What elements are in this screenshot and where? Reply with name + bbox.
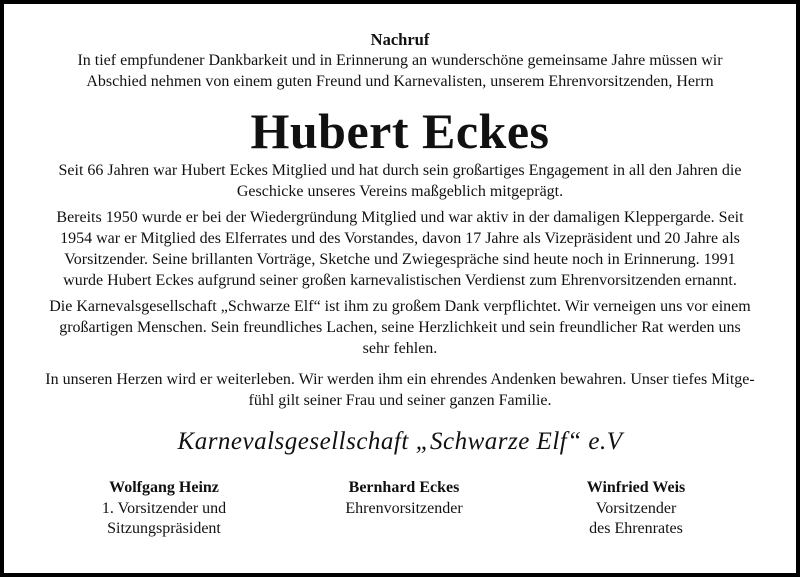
text-line: großartigen Menschen. Sein freundliches Lachen, seine Herzlichkeit und sein freundlicher Rat werden uns: [59, 319, 741, 336]
text-line: sehr fehlen.: [362, 340, 438, 357]
signatory-name: Winfried Weis: [586, 479, 686, 496]
paragraph-career: [18, 207, 782, 291]
paragraph-condolence: [18, 369, 782, 411]
text-line: Seit 66 Jahren war Hubert Eckes Mitglied und hat durch sein großartiges Engagement in all den Jahren die: [58, 162, 742, 179]
intro-line: In tief empfundener Dankbarkeit und in Erinnerung an wunderschöne gemeinsame Jahre müssen wir: [77, 52, 723, 69]
text-line: fühl gilt seiner Frau und seiner ganzen Familie.: [248, 392, 552, 409]
paragraph-gratitude: [18, 296, 782, 359]
text-line: Geschicke unseres Vereins maßgeblich mitgeprägt.: [236, 183, 564, 200]
deceased-name: Hubert Eckes: [250, 103, 550, 159]
signatory-role: Vorsitzender: [595, 499, 677, 517]
intro-line: Abschied nehmen von einem guten Freund und Karnevalisten, unserem Ehrenvorsitzenden, Herrn: [86, 73, 714, 90]
signatory-role: des Ehrenrates: [589, 520, 683, 537]
text-line: 1954 war er Mitglied des Elferrates und des Vorstandes, davon 17 Jahre als Vizepräsident und 20 Jahre als: [60, 230, 740, 247]
signatory-role: 1. Vorsitzender und: [101, 499, 227, 517]
signatory-council-chairman: [516, 478, 756, 540]
text-line: wurde Hubert Eckes aufgrund seiner großen karnevalistischen Verdienst zum Ehrenvorsitzenden ernannt.: [63, 272, 737, 289]
text-line: Vorsitzender. Seine brillanten Vorträge, Sketche und Zwiegespräche sind heute noch in Erinnerung. 1991: [64, 251, 736, 268]
text-line: Die Karnevalsgesellschaft „Schwarze Elf“ ist ihm zu großem Dank verpflichtet. Wir verneigen uns vor einem: [49, 298, 751, 315]
signatory-chairman: [44, 478, 284, 540]
society-name: Karnevalsgesellschaft „Schwarze Elf“ e.V: [177, 428, 623, 455]
signatory-honorary-chairman: [284, 478, 524, 519]
text-line: Bereits 1950 wurde er bei der Wiedergründung Mitglied und war aktiv in der damaligen Kleppergarde. Seit: [56, 209, 744, 226]
paragraph-membership: [18, 160, 782, 202]
notice-heading: Nachruf: [370, 30, 430, 49]
text-line: In unseren Herzen wird er weiterleben. Wir werden ihm ein ehrendes Andenken bewahren. Unser tiefes Mitge-: [45, 371, 755, 388]
signatory-name: Wolfgang Heinz: [109, 479, 219, 496]
signatory-role: Ehrenvorsitzender: [345, 499, 463, 517]
signatory-name: Bernhard Eckes: [348, 479, 460, 496]
intro-text: [24, 50, 776, 92]
signatory-role: Sitzungspräsident: [107, 520, 221, 537]
